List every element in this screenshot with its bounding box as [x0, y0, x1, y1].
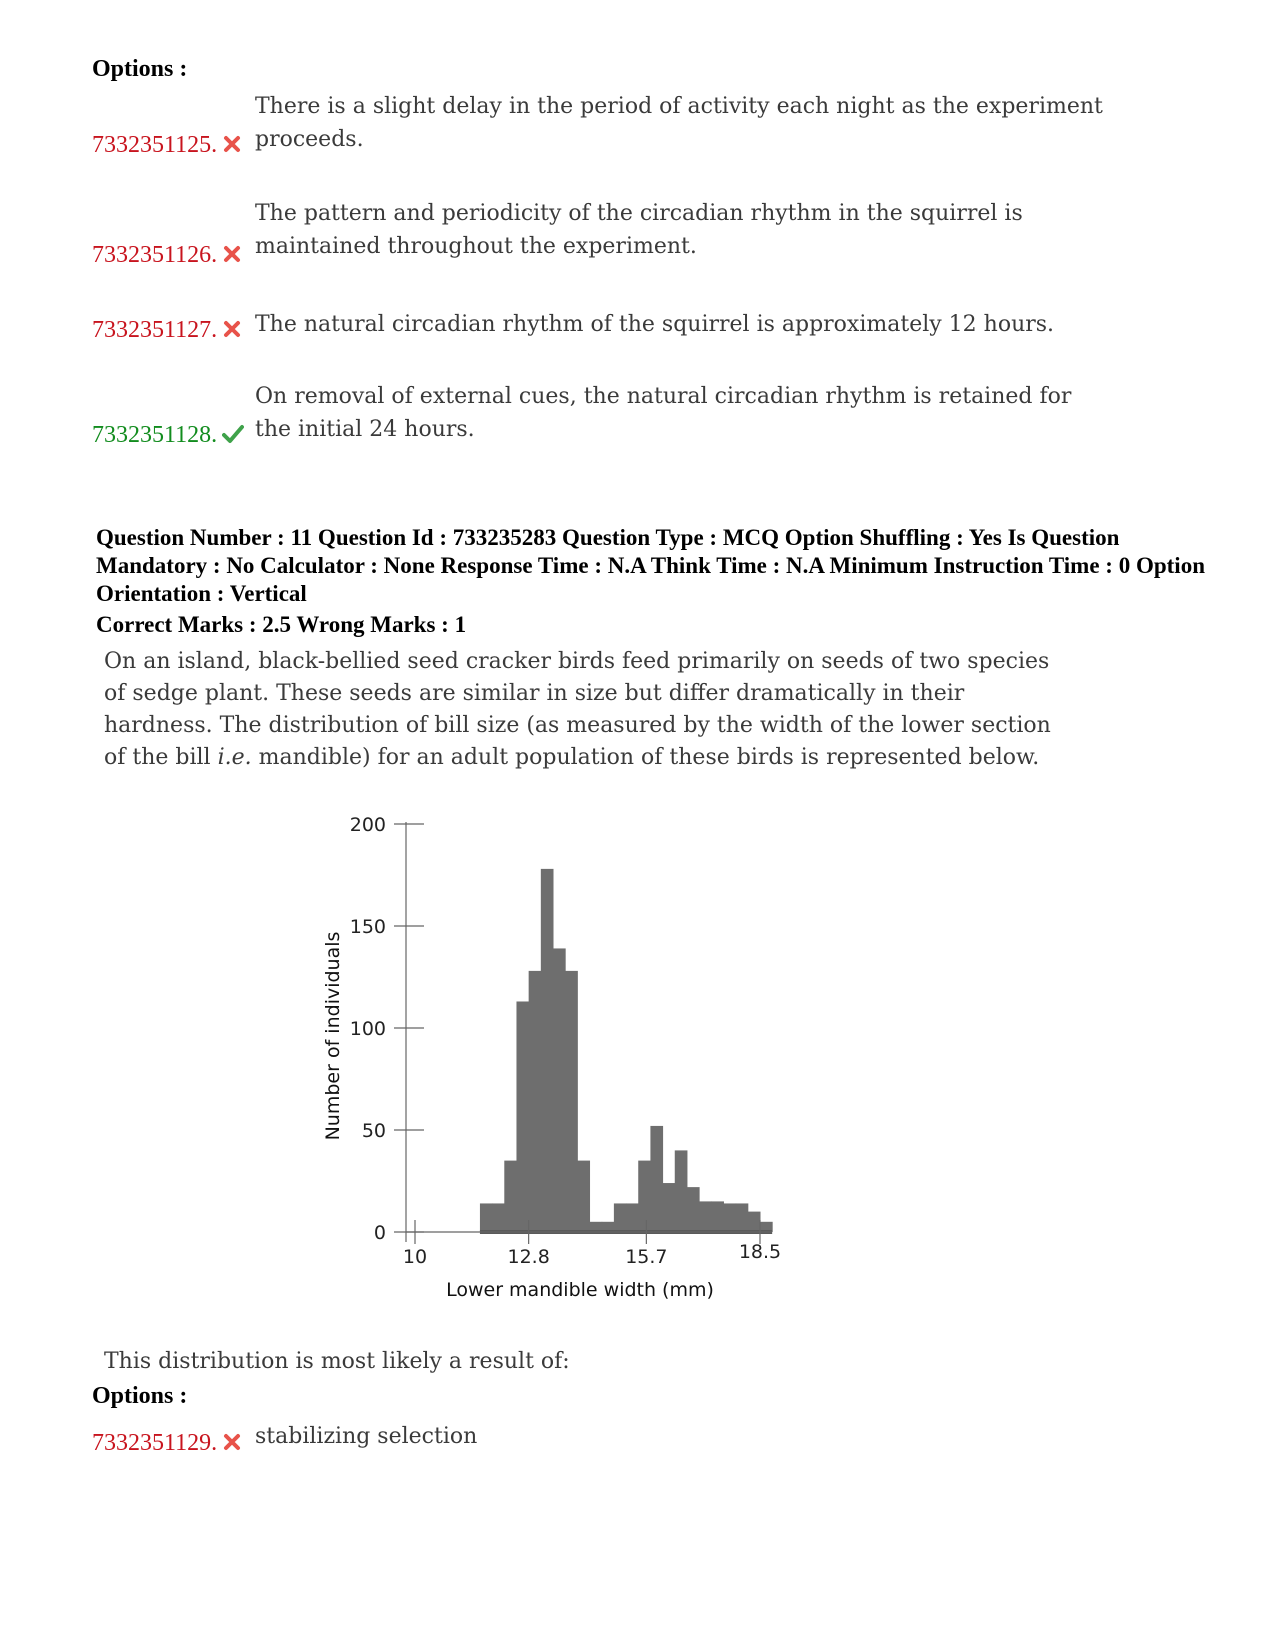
x-tick-label: 15.7: [625, 1246, 668, 1268]
histogram-bar: [516, 1001, 529, 1232]
histogram-bar: [638, 1161, 651, 1232]
histogram-bar: [650, 1126, 663, 1232]
y-tick-label: 150: [349, 916, 386, 938]
y-axis-label: Number of individuals: [322, 931, 344, 1141]
histogram-bar: [541, 869, 554, 1232]
histogram-bar: [529, 971, 542, 1232]
option-id: 7332351128.: [92, 422, 218, 448]
x-tick-label: 10: [402, 1246, 428, 1268]
options-heading-bottom: Options :: [92, 1383, 188, 1409]
question-meta: Question Number : 11 Question Id : 733235283 Question Type : MCQ Option Shuffling : Yes Is Question Mandatory : No Calculator : None Response Time : N.A Think Time : N.A Minimum Instruction Time : 0 Option Orientation : Vertical: [96, 525, 1205, 606]
option-text: On removal of external cues, the natural circadian rhythm is retained for the initial 24 hours.: [255, 384, 1072, 442]
option-text: The pattern and periodicity of the circadian rhythm in the squirrel is maintained throughout the experiment.: [255, 201, 1023, 259]
histogram-bar: [748, 1212, 761, 1232]
stem-ie: i.e.: [217, 745, 252, 770]
question-marks: Correct Marks : 2.5 Wrong Marks : 1: [96, 612, 467, 637]
histogram-bar: [663, 1183, 676, 1232]
option-text: stabilizing selection: [255, 1424, 478, 1449]
x-tick-label: 18.5: [738, 1241, 782, 1263]
question-prompt: This distribution is most likely a result of:: [104, 1349, 570, 1374]
histogram-bar: [492, 1203, 505, 1232]
option-id: 7332351129.: [92, 1430, 218, 1456]
x-tick-label: 12.8: [507, 1246, 550, 1268]
histogram-bar: [626, 1203, 639, 1232]
histogram-bar: [565, 971, 578, 1232]
histogram-bar: [480, 1203, 493, 1232]
histogram-bar: [736, 1203, 749, 1232]
histogram-bar: [723, 1203, 736, 1232]
histogram-bar: [711, 1201, 724, 1232]
option-id: 7332351125.: [92, 132, 218, 158]
option-text: There is a slight delay in the period of activity each night as the experiment proceeds.: [255, 94, 1103, 152]
histogram-bar: [577, 1161, 590, 1232]
histogram-bar: [504, 1161, 517, 1232]
histogram-bar: [675, 1150, 688, 1232]
y-tick-label: 100: [349, 1018, 386, 1040]
stem-text-2: mandible) for an adult population of these birds is represented below.: [251, 745, 1040, 770]
histogram-bar: [553, 948, 566, 1232]
histogram-bar: [687, 1187, 700, 1232]
histogram-bar: [699, 1201, 712, 1232]
option-id: 7332351127.: [92, 317, 218, 343]
histogram-bar: [614, 1203, 627, 1232]
option-text: The natural circadian rhythm of the squirrel is approximately 12 hours.: [255, 312, 1055, 337]
cross-icon: [222, 1432, 242, 1452]
x-axis-label: Lower mandible width (mm): [446, 1279, 714, 1301]
stem-text-1: On an island, black-bellied seed cracker birds feed primarily on seeds of two species of sedge plant. These seeds are similar in size but differ dramatically in their hardness. The distribution of bill size (as measured by the width of the lower section of the bill: [104, 649, 1051, 770]
y-tick-label: 0: [373, 1222, 386, 1244]
y-tick-label: 200: [349, 814, 386, 836]
option-id: 7332351126.: [92, 242, 218, 268]
y-tick-label: 50: [361, 1120, 386, 1142]
options-heading-top: Options :: [92, 56, 188, 82]
